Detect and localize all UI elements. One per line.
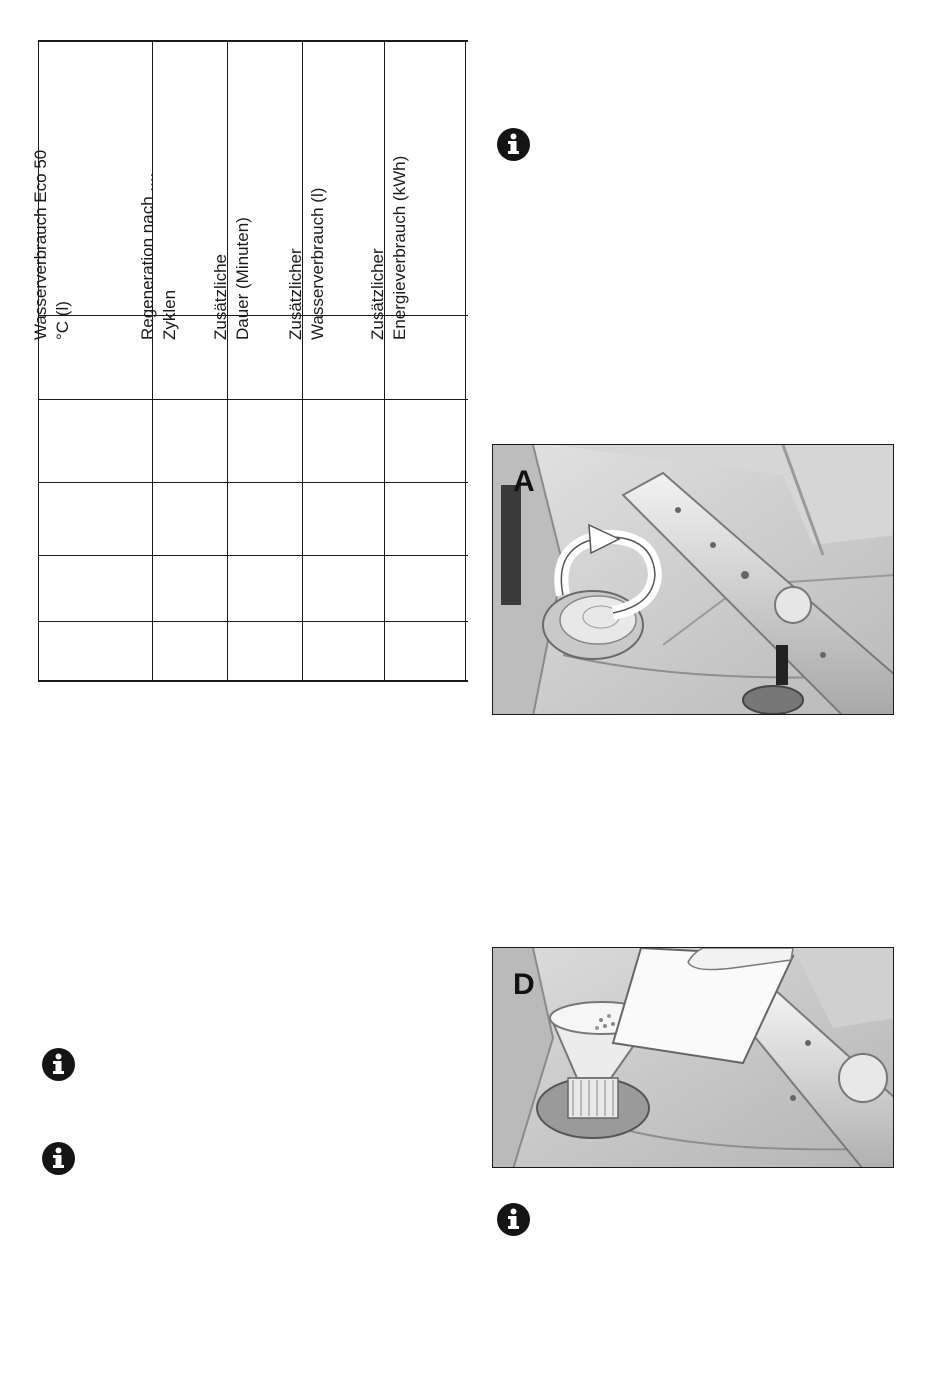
header-line: °C (l)	[53, 301, 72, 340]
header-line: Zusätzlicher	[286, 248, 305, 340]
info-icon	[42, 1142, 75, 1175]
figure-label: A	[513, 465, 535, 498]
header-line: Wasserverbrauch Eco 50	[31, 149, 50, 340]
info-icon	[497, 128, 530, 161]
header-line: Zyklen	[160, 289, 179, 340]
table-header-regeneration	[137, 173, 181, 340]
consumption-table	[31, 40, 468, 682]
table-header-extra-energy	[367, 156, 411, 340]
dishwasher-salt-cap-illustration	[493, 445, 894, 715]
info-icon	[497, 1203, 530, 1236]
header-line: Dauer (Minuten)	[233, 217, 252, 340]
header-line: Regeneration nach ....	[138, 172, 157, 340]
table-header-extra-water	[285, 188, 329, 340]
dishwasher-salt-filling-illustration	[493, 948, 894, 1168]
figure-d-fill-salt	[492, 947, 894, 1168]
header-line: Wasserverbrauch (l)	[308, 187, 327, 340]
figure-a-salt-cap	[492, 444, 894, 715]
header-line: Zusätzliche	[211, 254, 230, 340]
info-icon	[42, 1048, 75, 1081]
header-line: Zusätzlicher	[368, 248, 387, 340]
figure-label: D	[513, 968, 535, 1001]
table-header-water-eco50	[30, 150, 74, 340]
table-header-extra-duration	[210, 217, 254, 340]
header-line: Energieverbrauch (kWh)	[390, 155, 409, 340]
